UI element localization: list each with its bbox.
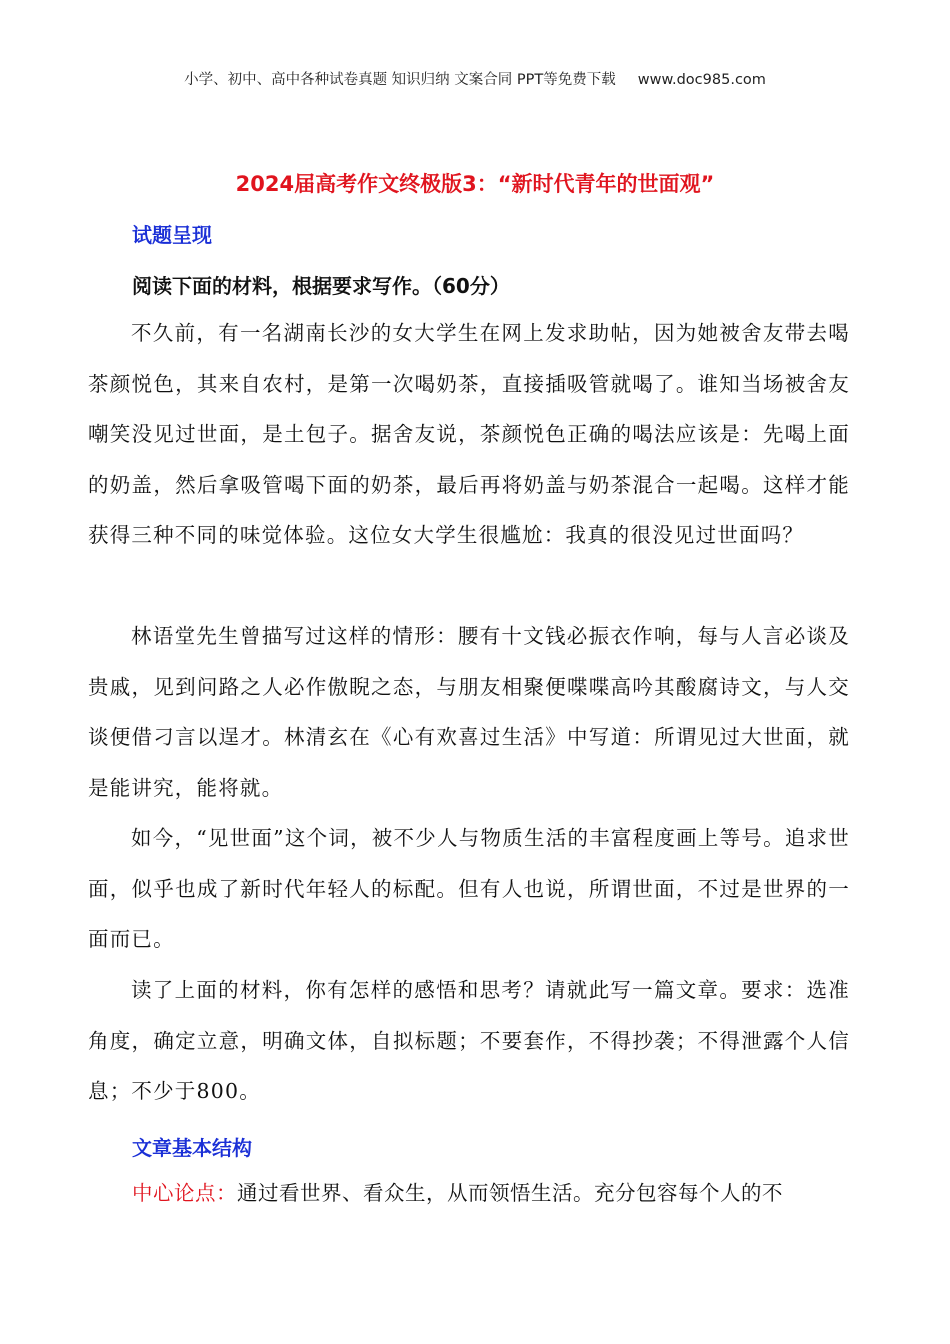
page-header	[0, 68, 950, 89]
thesis-label: 中心论点：	[132, 1181, 237, 1205]
requirement-paragraph: 读了上面的材料，你有怎样的感悟和思考？请就此写一篇文章。要求：选准角度，确定立意，明确文体，自拟标题；不要套作，不得抄袭；不得泄露个人信息；不少于800。	[88, 978, 850, 1103]
header-site-link[interactable]: www.doc985.com	[637, 72, 766, 88]
section-heading-structure: 文章基本结构	[132, 1136, 252, 1160]
material-paragraph-2: 林语堂先生曾描写过这样的情形：腰有十文钱必振衣作响，每与人言必谈及贵戚，见到问路之人必作傲睨之态，与朋友相聚便喋喋高吟其酸腐诗文，与人交谈便借刁言以逞才。林清玄在《心有欢喜过生活》中写道：所谓见过大世面，就是能讲究，能将就。	[88, 624, 850, 800]
page-title: 2024届高考作文终极版3：“新时代青年的世面观”	[235, 172, 715, 196]
central-thesis	[132, 1176, 783, 1206]
material-paragraph-3: 如今，“见世面”这个词，被不少人与物质生活的丰富程度画上等号。追求世面，似乎也成了新时代年轻人的标配。但有人也说，所谓世面，不过是世界的一面而已。	[88, 826, 850, 951]
section-heading-prompt: 试题呈现	[132, 223, 212, 247]
material-paragraph-1: 不久前，有一名湖南长沙的女大学生在网上发求助帖，因为她被舍友带去喝茶颜悦色，其来自农村，是第一次喝奶茶，直接插吸管就喝了。谁知当场被舍友嘲笑没见过世面，是土包子。据舍友说，茶颜悦色正确的喝法应该是：先喝上面的奶盖，然后拿吸管喝下面的奶茶，最后再将奶盖与奶茶混合一起喝。这样才能获得三种不同的味觉体验。这位女大学生很尴尬：我真的很没见过世面吗？	[88, 321, 850, 547]
header-text: 小学、初中、高中各种试卷真题 知识归纳 文案合同 PPT等免费下载	[184, 72, 616, 88]
thesis-text: 通过看世界、看众生，从而领悟生活。充分包容每个人的不	[237, 1181, 783, 1205]
writing-instruction: 阅读下面的材料，根据要求写作。（60分）	[132, 274, 510, 298]
